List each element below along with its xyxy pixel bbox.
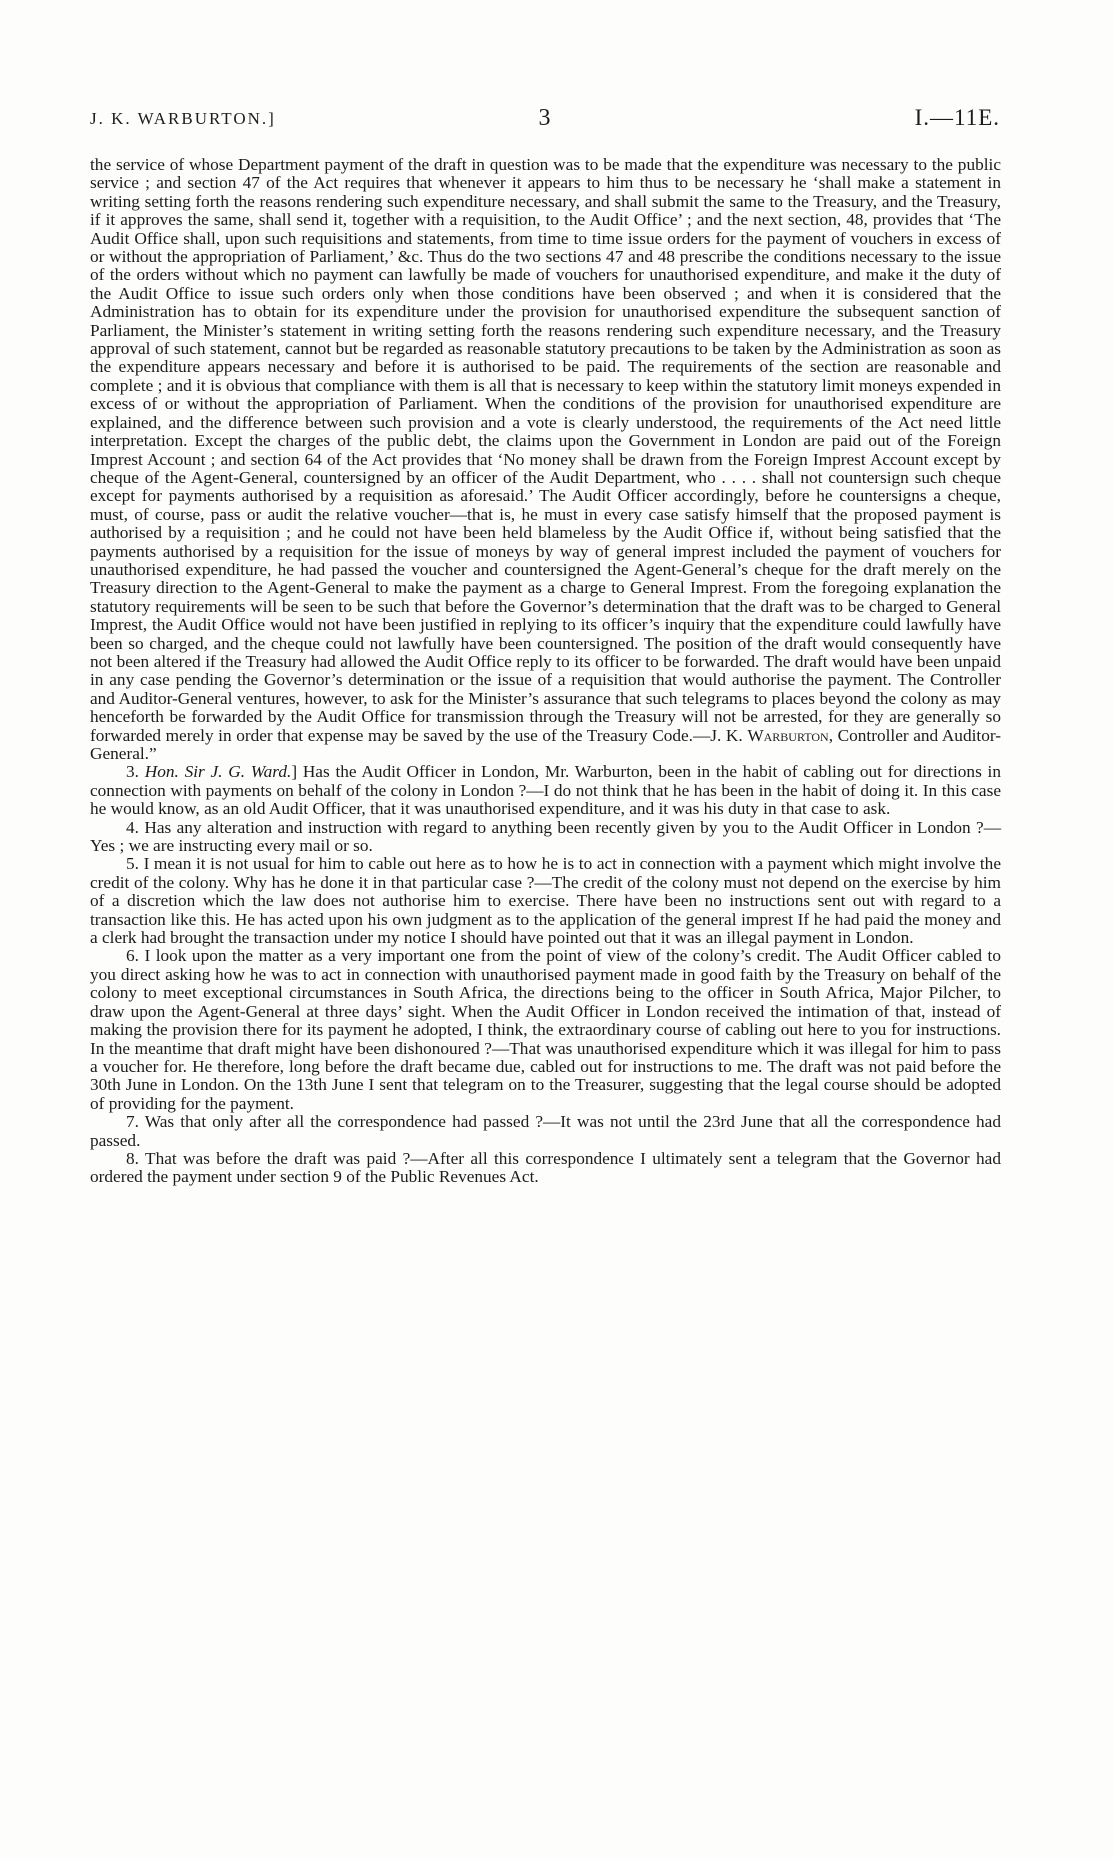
- body-text: [90, 156, 1001, 1187]
- question-number: 8.: [126, 1148, 139, 1168]
- page-number: 3: [538, 105, 552, 131]
- question-text: Has any alteration and instruction with regard to anything been recently given by you to the Audit Officer in London ?—Yes ; we are instructing every mail or so.: [90, 817, 1001, 856]
- question-3: [90, 763, 1001, 818]
- question-text: I look upon the matter as a very important one from the point of view of the colony’s credit. The Audit Officer cabled to you direct asking how he was to act in connection with unauthorised payment made in good faith by the Treasury on behalf of the colony to meet exceptional circumstances in South Africa, the directions being to the officer in South Africa, Major Pilcher, to draw upon the Agent-General at three days’ sight. When the Audit Officer in London received the intimation of that, instead of making the provision there for its payment he adopted, I think, the extraordinary course of cabling out here to you for instructions. In the meantime that draft might have been dishonoured ?—That was unauthorised expenditure which it was illegal for him to pass a voucher for. He therefore, long before the draft became due, cabled out for instructions to me. The draft was not paid before the 30th June in London. On the 13th June I sent that telegram on to the Treasurer, suggesting that the legal course should be adopted of providing for the payment.: [90, 946, 1001, 1113]
- header-author: J. K. WARBURTON.]: [90, 109, 276, 128]
- running-header: [90, 105, 1000, 135]
- question-number: 5.: [126, 854, 139, 874]
- opening-paragraph: [90, 156, 1001, 763]
- signature-name: Warburton: [747, 725, 829, 745]
- signature-title: , Controller and Auditor-General.”: [90, 725, 1001, 763]
- question-text: That was before the draft was paid ?—After all this correspondence I ultimately sent a telegram that the Governor had ordered the payment under section 9 of the Public Revenues Act.: [90, 1148, 1001, 1187]
- question-4: [90, 819, 1001, 856]
- question-text: ] Has the Audit Officer in London, Mr. Warburton, been in the habit of cabling out for directions in connection with payments on behalf of the colony in London ?—I do not think that he has been in the habit of doing it. In this case he would know, as an old Audit Officer, that it was unauthorised expenditure, and it was his duty in that case to ask.: [90, 762, 1001, 819]
- question-number: 4.: [126, 817, 139, 837]
- question-7: [90, 1113, 1001, 1150]
- question-6: [90, 947, 1001, 1113]
- document-reference: I.—11E.: [914, 105, 1000, 130]
- question-number: 3.: [126, 762, 139, 782]
- question-8: [90, 1150, 1001, 1187]
- speaker-name: Hon. Sir J. G. Ward.: [144, 762, 292, 782]
- question-text: I mean it is not usual for him to cable out here as to how he is to act in connection with a payment which might involve the credit of the colony. Why has he done it in that particular case ?—The credit of the colony must not depend on the exercise by him of a discretion which the law does not authorise him to exercise. There have been no instructions sent out with regard to a transaction like this. He has acted upon his own judgment as to the application of the general imprest If he had paid the money and a clerk had brought the transaction under my notice I should have pointed out that it was an illegal payment in London.: [90, 854, 1001, 948]
- question-number: 6.: [126, 946, 139, 966]
- question-5: [90, 855, 1001, 947]
- question-number: 7.: [126, 1112, 139, 1132]
- question-text: Was that only after all the correspondence had passed ?—It was not until the 23rd June that all the correspondence had passed.: [90, 1112, 1001, 1150]
- opening-paragraph-text: the service of whose Department payment of the draft in question was to be made that the expenditure was necessary to the public service ; and section 47 of the Act requires that whenever it appears to him thus to be necessary he ‘shall make a statement in writing setting forth the reasons rendering such expenditure necessary, and shall submit the same to the Treasury, and the Treasury, if it approves the same, shall send it, together with a requisition, to the Audit Office’ ; and the next section, 48, provides that ‘The Audit Office shall, upon such requisitions and statements, from time to time issue orders for the payment of vouchers in excess of or without the appropriation of Parliament,’ &c. Thus do the two sections 47 and 48 prescribe the conditions necessary to the issue of the orders without which no payment can lawfully be made of vouchers for unauthorised expenditure, and make it the duty of the Audit Office to issue such orders only when those conditions have been observed ; and when it is considered that the Administration has to obtain for its expenditure under the provision for unauthorised expenditure the subsequent sanction of Parliament, the Minister’s statement in writing setting forth the reasons rendering such expenditure necessary, and the Treasury approval of such statement, cannot but be regarded as reasonable statutory precautions to be taken by the Administration as soon as the expenditure appears necessary and before it is authorised to be paid. The requirements of the section are reasonable and complete ; and it is obvious that compliance with them is all that is necessary to keep within the statutory limit moneys expended in excess of or without the appropriation of Parliament. When the conditions of the provision for unauthorised expenditure are explained, and the difference between such provision and a vote is clearly understood, the requirements of the Act need little interpretation. Except the charges of the public debt, the claims upon the Government in London are paid out of the Foreign Imprest Account ; and section 64 of the Act provides that ‘No money shall be drawn from the Foreign Imprest Account except by cheque of the Agent-General, countersigned by an officer of the Audit Department, who . . . . shall not countersign such cheque except for payments authorised by a requisition as aforesaid.’ The Audit Officer accordingly, before he countersigns a cheque, must, of course, pass or audit the relative voucher—that is, he must in every case satisfy himself that the proposed payment is authorised by a requisition ; and he could not have been held blameless by the Audit Office if, without being satisfied that the payments authorised by a requisition for the issue of moneys by way of general imprest included the payment of vouchers for unauthorised expenditure, he had passed the voucher and countersigned the Agent-General’s cheque for the draft merely on the Treasury direction to the Agent-General to make the payment as a charge to General Imprest. From the foregoing explanation the statutory requirements will be seen to be such that before the Governor’s determination that the draft was to be charged to General Imprest, the Audit Office would not have been justified in replying to its officer’s inquiry that the expenditure could lawfully have been so charged, and the cheque could not lawfully have been countersigned. The position of the draft would consequently have not been altered if the Treasury had allowed the Audit Office reply to its officer to be forwarded. The draft would have been unpaid in any case pending the Governor’s determination or the issue of a requisition that would authorise the payment. The Controller and Auditor-General ventures, however, to ask for the Minister’s assurance that such telegrams to places beyond the colony as may henceforth be forwarded by the Audit Office for transmission through the Treasury will not be arrested, for they are generally so forwarded merely in order that expense may be saved by the use of the Treasury Code.—J. K.: [90, 155, 1001, 745]
